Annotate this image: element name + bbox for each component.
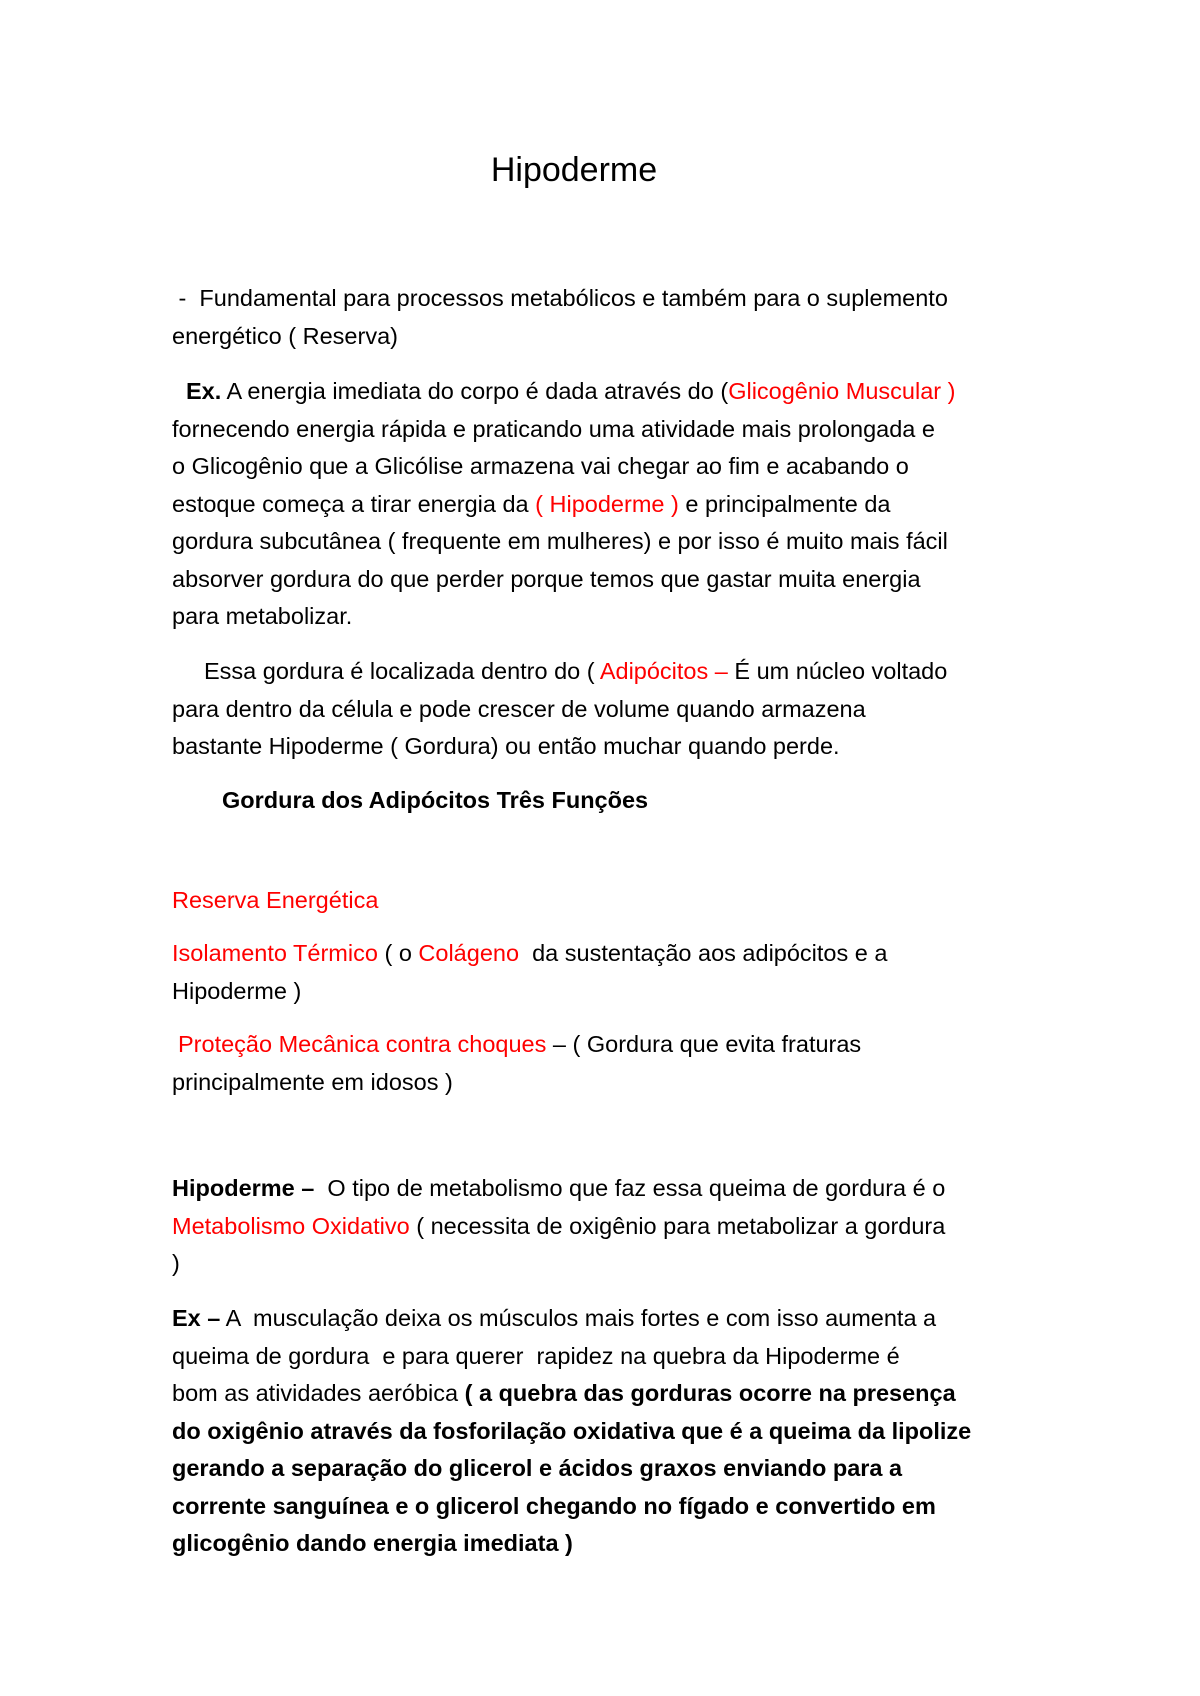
text-line: para metabolizar. — [172, 603, 353, 629]
text-span: O tipo de metabolismo que faz essa queima de gordura é o — [314, 1175, 946, 1201]
text-line: para dentro da célula e pode crescer de volume quando armazena — [172, 695, 866, 722]
text-line — [172, 486, 1052, 524]
text-span: – ( Gordura que evita fraturas — [546, 1031, 862, 1057]
highlight-isolamento: Isolamento Térmico — [172, 940, 378, 966]
text-span: A energia imediata do corpo é dada através do ( — [221, 378, 729, 404]
ex-label: Ex. — [186, 378, 222, 404]
text-line: principalmente em idosos ) — [172, 1068, 453, 1095]
text-line: ) — [172, 1250, 180, 1276]
text-line: fornecendo energia rápida e praticando uma atividade mais prolongada e — [172, 415, 935, 442]
text-line: energético ( Reserva) — [172, 322, 398, 349]
text-line — [172, 1300, 1052, 1338]
bold-hipoderme: Hipoderme – — [172, 1175, 315, 1201]
text-line: corrente sanguínea e o glicerol chegando no fígado e convertido em — [172, 1492, 936, 1519]
ex-label: Ex – — [172, 1305, 221, 1331]
text-line — [172, 1208, 1052, 1246]
highlight-protecao: Proteção Mecânica contra choques — [178, 1031, 547, 1057]
text-line: - Fundamental para processos metabólicos e também para o suplemento — [172, 285, 948, 311]
text-line — [172, 653, 1052, 691]
paragraph-example-1 — [172, 373, 1052, 636]
highlight-colageno: Colágeno — [418, 940, 520, 966]
page-title: Hipoderme — [490, 151, 658, 189]
text-span: A musculação deixa os músculos mais fortes e com isso aumenta a — [220, 1305, 937, 1331]
text-line — [172, 935, 1052, 973]
text-line: glicogênio dando energia imediata ) — [172, 1530, 573, 1556]
text-line: queima de gordura e para querer rapidez na quebra da Hipoderme é — [172, 1342, 900, 1369]
highlight-metabolismo: Metabolismo Oxidativo — [172, 1212, 410, 1239]
text-span: ( necessita de oxigênio para metabolizar a gordura — [409, 1212, 946, 1239]
paragraph-metabolismo — [172, 1170, 1052, 1283]
paragraph-adipocitos — [172, 653, 1052, 766]
text-span: da sustentação aos adipócitos e a — [519, 940, 888, 966]
subheading: Gordura dos Adipócitos Três Funções — [222, 787, 649, 813]
paragraph-example-2 — [172, 1300, 1052, 1563]
function-protecao — [172, 1026, 1052, 1101]
text-span: bom as atividades aeróbica — [172, 1380, 465, 1406]
text-span: estoque começa a tirar energia da — [172, 490, 536, 517]
text-line: o Glicogênio que a Glicólise armazena vai chegar ao fim e acabando o — [172, 453, 909, 479]
text-span: É um núcleo voltado — [727, 658, 948, 684]
text-span: ( o — [377, 940, 419, 966]
text-line: gordura subcutânea ( frequente em mulheres) e por isso é muito mais fácil — [172, 528, 948, 554]
text-span: e principalmente da — [678, 490, 891, 517]
text-line — [172, 1375, 1052, 1413]
function-isolamento — [172, 935, 1052, 1010]
highlight-hipoderme: ( Hipoderme ) — [535, 490, 679, 517]
text-line: absorver gordura do que perder porque temos que gastar muita energia — [172, 565, 921, 592]
text-span: Essa gordura é localizada dentro do ( — [204, 658, 600, 684]
text-line — [172, 373, 1052, 411]
text-line: bastante Hipoderme ( Gordura) ou então muchar quando perde. — [172, 733, 840, 759]
text-line: do oxigênio através da fosforilação oxidativa que é a queima da lipolize — [172, 1417, 972, 1444]
paragraph-intro — [172, 280, 1052, 355]
highlight-adipocitos: Adipócitos – — [599, 658, 728, 684]
bold-text: ( a quebra das gorduras ocorre na presença — [464, 1380, 956, 1406]
highlight-glicogenio: Glicogênio Muscular ) — [728, 378, 956, 404]
text-line: gerando a separação do glicerol e ácidos graxos enviando para a — [172, 1455, 903, 1481]
text-line: Hipoderme ) — [172, 977, 302, 1004]
text-line — [172, 1026, 1052, 1064]
function-reserva: Reserva Energética — [172, 887, 379, 913]
text-line — [172, 1170, 1052, 1208]
